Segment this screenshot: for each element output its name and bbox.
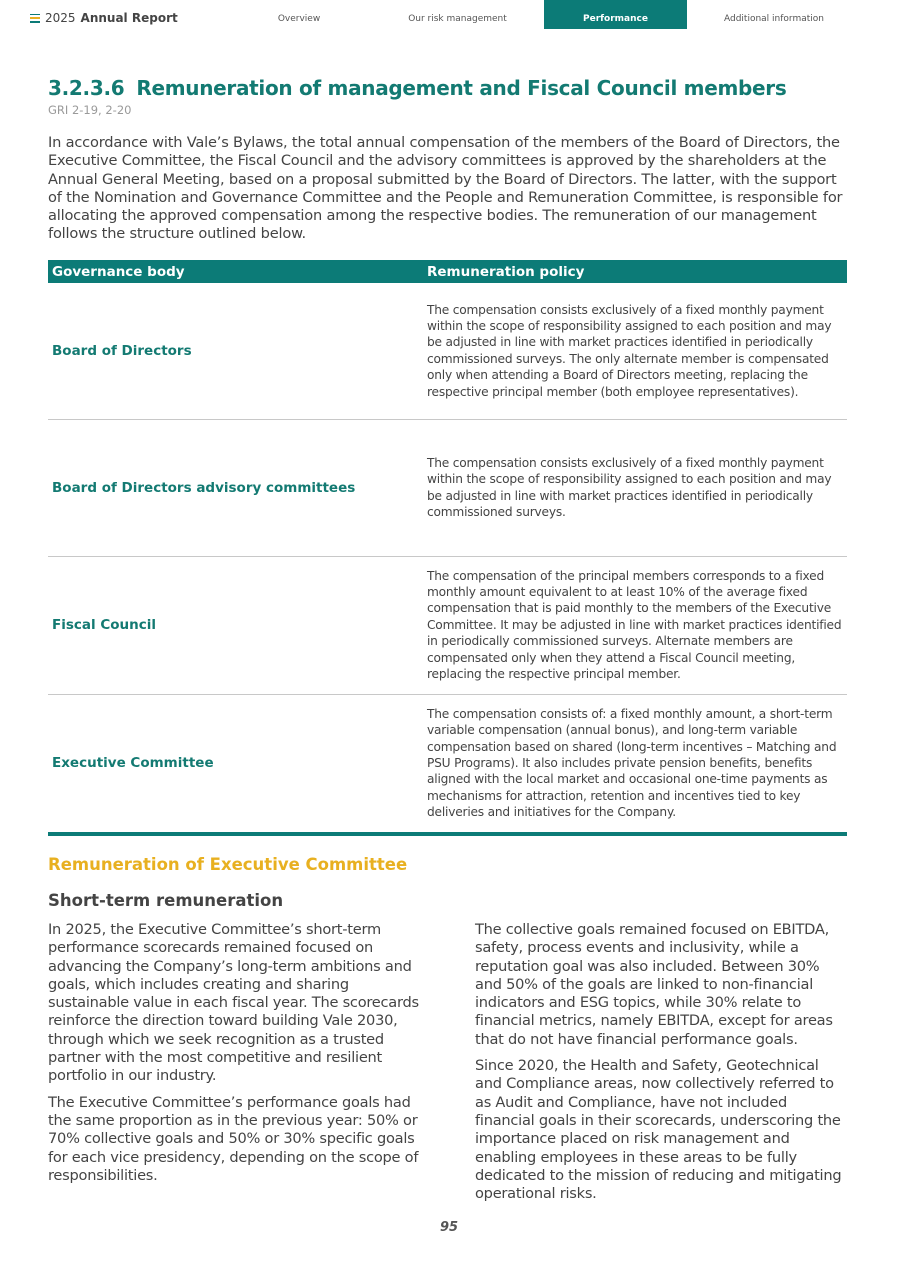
top-navigation	[0, 0, 898, 29]
brand[interactable]	[30, 11, 178, 25]
tab-additional-information[interactable]: Additional information	[724, 14, 824, 24]
remuneration-table	[48, 260, 847, 836]
page-title	[48, 76, 786, 100]
paragraph: The collective goals remained focused on EBITDA, safety, process events and inclusivity, while a reputation goal was also included. Between 30% and 50% of the goals are linked to non-financial indicators and ESG topics, while 30% relate to financial metrics, namely EBITDA, except for areas that do not have financial performance goals.	[475, 921, 833, 1048]
remuneration-policy: The compensation consists of: a fixed monthly amount, a short-term variable compensation (annual bonus), and long-term variable compensation based on shared (long-term incentives – Matching and PSU Programs). It also includes private pension benefits, benefits aligned with the local market and occasional one-time payments as mechanisms for attraction, retention and incentives tied to key deliveries and initiatives for the Company.	[423, 694, 847, 834]
remuneration-policy: The compensation consists exclusively of a fixed monthly payment within the scope of responsibility assigned to each position and may be adjusted in line with market practices identified in periodically commissioned surveys.	[423, 419, 847, 556]
intro-paragraph: In accordance with Vale’s Bylaws, the total annual compensation of the members of the Board of Directors, the Executive Committee, the Fiscal Council and the advisory committees is approved by the shareholders at the Annual General Meeting, based on a proposal submitted by the Board of Directors. The latter, with the support of the Nomination and Governance Committee and the People and Remuneration Committee, is responsible for allocating the approved compensation among the respective bodies. The remuneration of our management follows the structure outlined below.	[48, 134, 843, 243]
paragraph: The Executive Committee’s performance goals had the same proportion as in the previous year: 50% or 70% collective goals and 50% or 30% specific goals for each vice presidency, depending on the scope of responsibilities.	[48, 1093, 419, 1184]
remuneration-policy: The compensation of the principal members corresponds to a fixed monthly amount equivalent to at least 10% of the average fixed compensation that is paid monthly to the members of the Executive Committee. It may be adjusted in line with market practices identified in periodically commissioned surveys. Alternate members are compensated only when they attend a Fiscal Council meeting, replacing the respective principal member.	[423, 556, 847, 694]
section-number: 3.2.3.6	[48, 76, 125, 100]
governance-body: Fiscal Council	[48, 556, 423, 694]
governance-body: Executive Committee	[48, 694, 423, 834]
section-title: Remuneration of management and Fiscal Council members	[136, 76, 787, 100]
paragraph: In 2025, the Executive Committee’s short-term performance scorecards remained focused on advancing the Company’s long-term ambitions and goals, which includes creating and sharing sustainable value in each fiscal year. The scorecards reinforce the direction toward building Vale 2030, through which we seek recognition as a trusted partner with the most competitive and resilient portfolio in our industry.	[48, 921, 419, 1085]
tab-risk-management[interactable]: Our risk management	[408, 14, 507, 24]
table-row	[48, 694, 847, 834]
exec-heading: Remuneration of Executive Committee	[48, 855, 408, 874]
brand-title: Annual Report	[80, 11, 178, 25]
gri-reference: GRI 2-19, 2-20	[48, 103, 132, 117]
brand-year: 2025	[45, 11, 76, 25]
header-governance-body: Governance body	[48, 260, 423, 283]
governance-body: Board of Directors advisory committees	[48, 419, 423, 556]
page-number: 95	[439, 1220, 459, 1235]
table-row	[48, 556, 847, 694]
tab-overview[interactable]: Overview	[277, 14, 321, 24]
menu-icon[interactable]	[30, 14, 40, 23]
paragraph: Since 2020, the Health and Safety, Geotechnical and Compliance areas, now collectively referred to as Audit and Compliance, have not included financial goals in their scorecards, underscoring the importance placed on risk management and enabling employees in these areas to be fully dedicated to the mission of reducing and mitigating operational risks.	[475, 1057, 842, 1203]
left-column	[48, 921, 423, 1193]
table-row	[48, 419, 847, 556]
header-remuneration-policy: Remuneration policy	[423, 260, 847, 283]
remuneration-policy: The compensation consists exclusively of a fixed monthly payment within the scope of responsibility assigned to each position and may be adjusted in line with market practices identified in periodically commissioned surveys. The only alternate member is compensated only when attending a Board of Directors meeting, replacing the respective principal member (both employee representatives).	[423, 283, 847, 419]
short-term-subheading: Short-term remuneration	[48, 891, 284, 910]
governance-body: Board of Directors	[48, 283, 423, 419]
right-column	[475, 921, 847, 1211]
table-row	[48, 283, 847, 419]
tab-performance[interactable]: Performance	[544, 0, 687, 29]
